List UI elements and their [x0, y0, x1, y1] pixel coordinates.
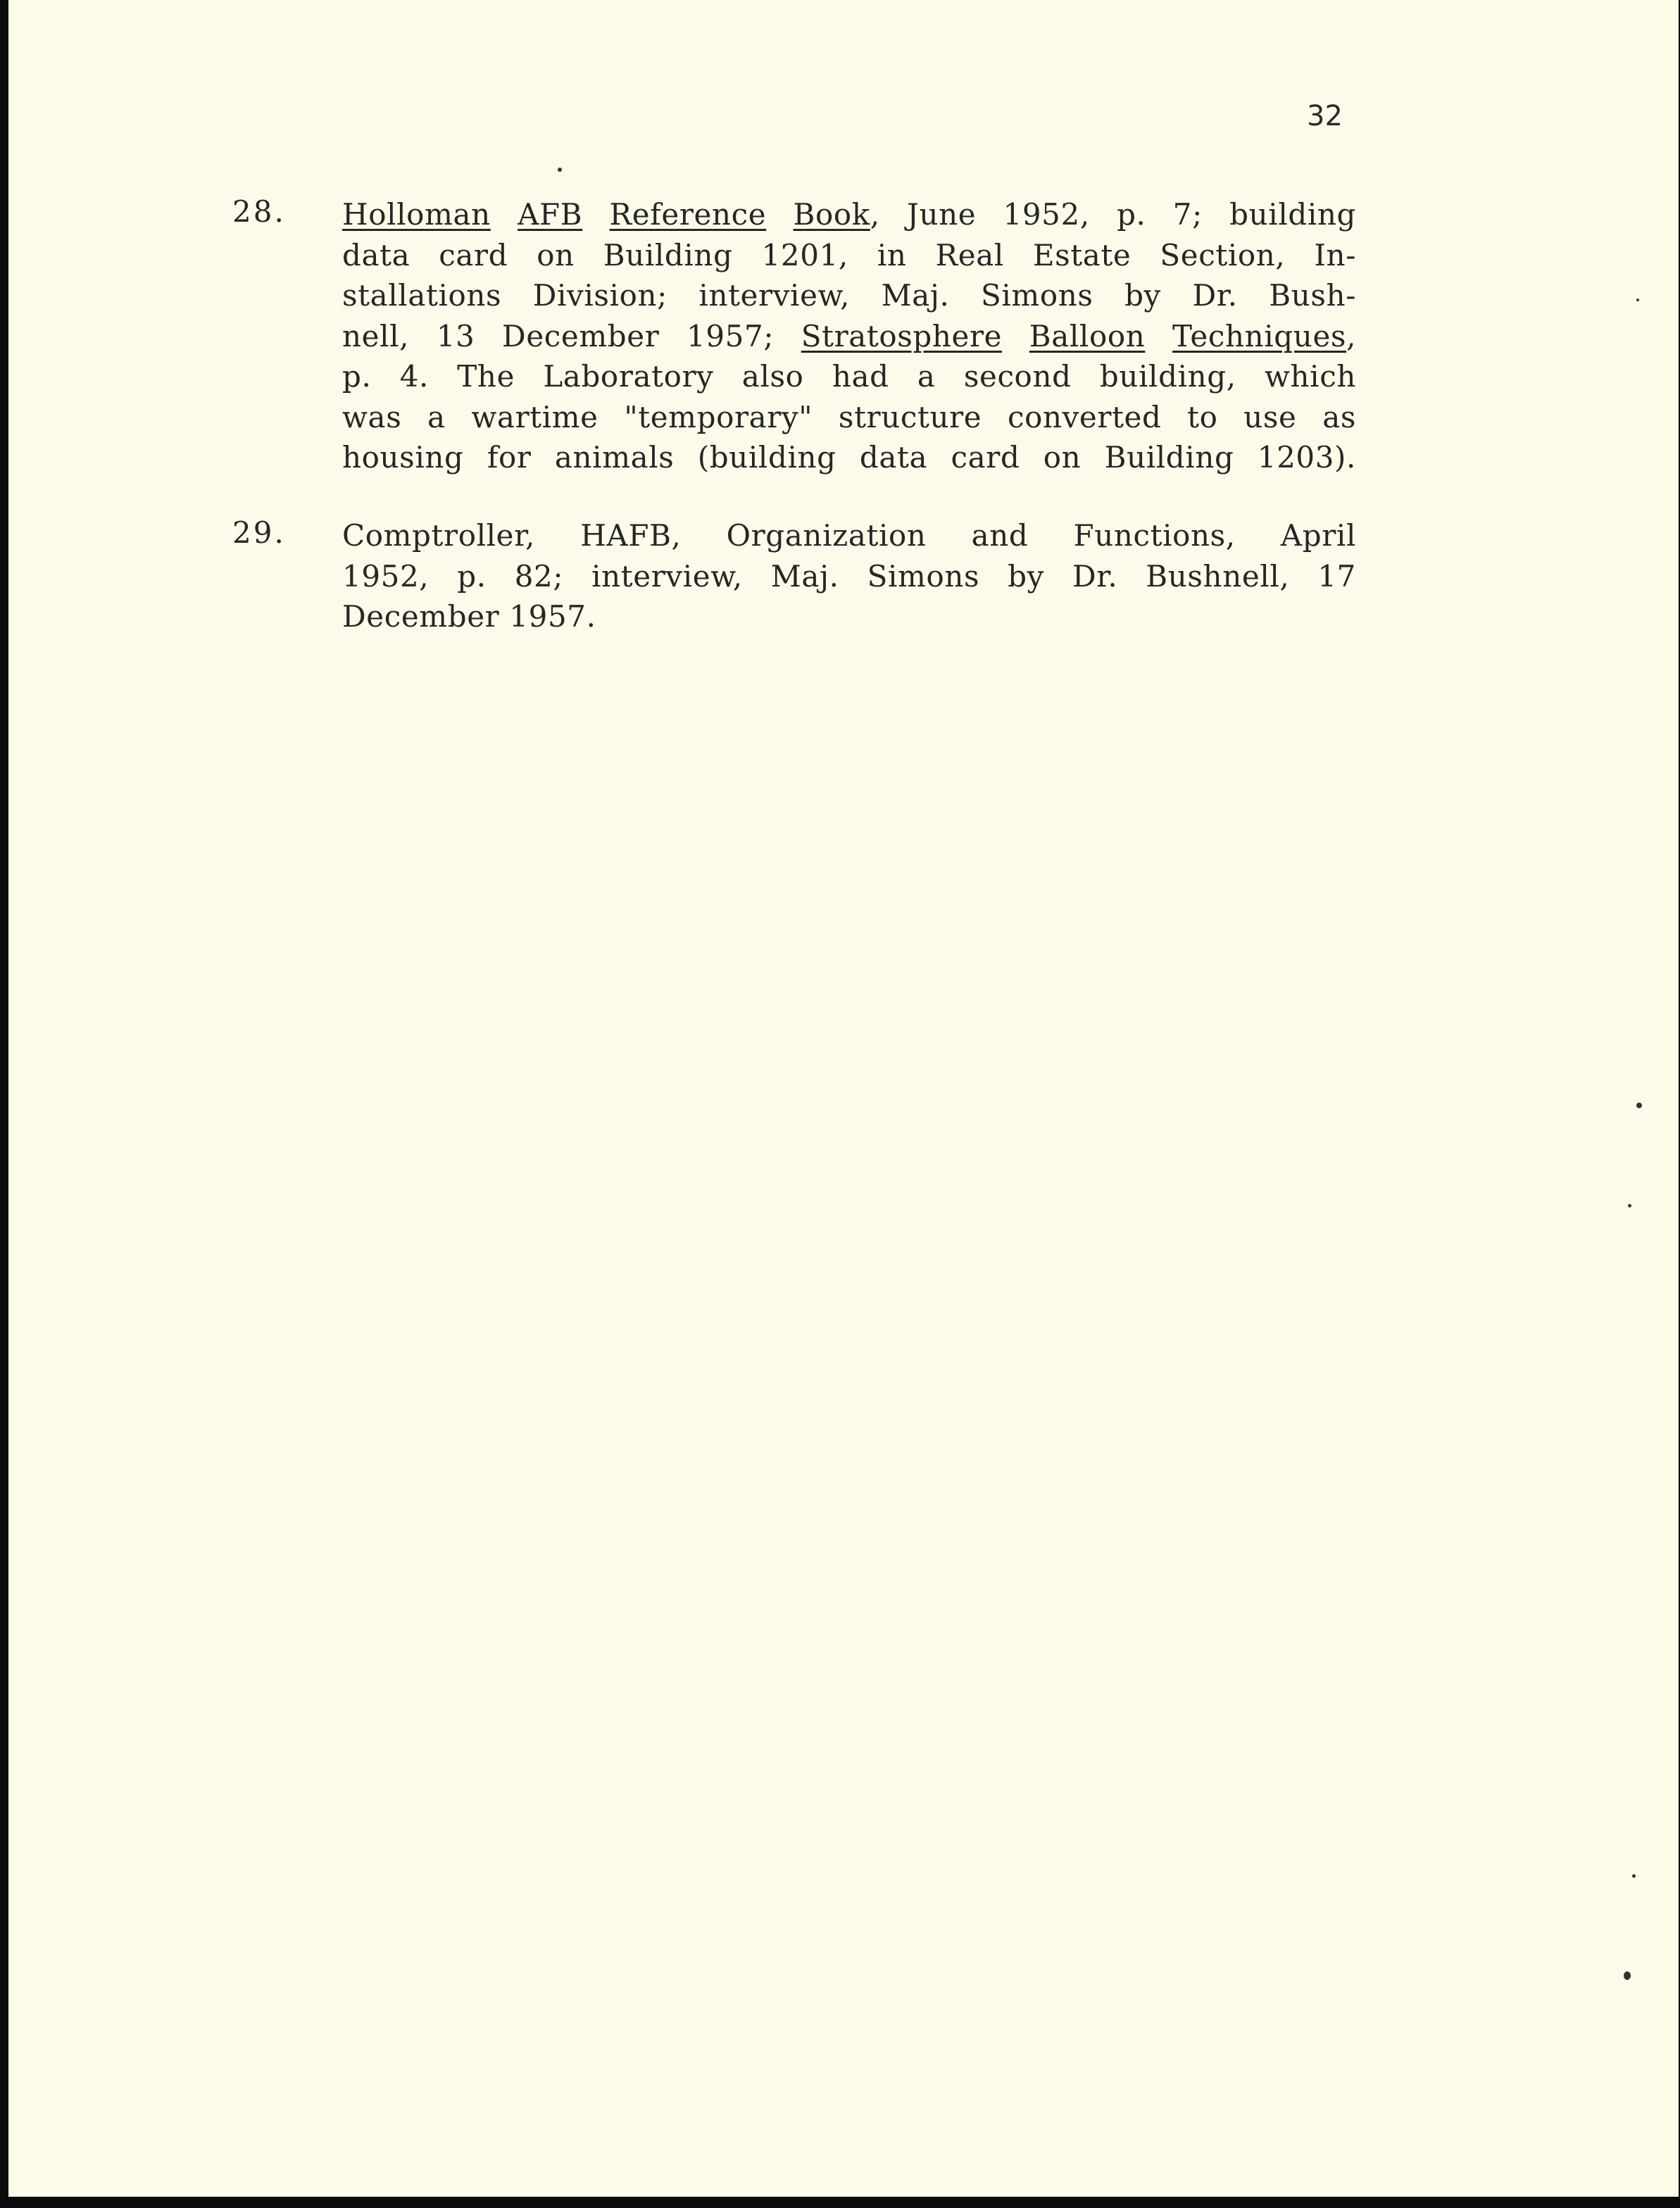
text-run: p. 4. The Laboratory also had a second building, which: [342, 359, 1356, 394]
footnote-line: [342, 596, 1356, 637]
footnote-line: [342, 275, 1356, 316]
text-run: ,: [1346, 318, 1357, 353]
document-page: [8, 0, 1679, 2197]
text-run: Comptroller, HAFB, Organization and Functions, April: [342, 518, 1356, 553]
scan-speck: [1628, 1204, 1631, 1208]
scan-speck: [558, 168, 562, 172]
footnote-line: [342, 356, 1356, 397]
footnote-line: [342, 437, 1356, 478]
footnote-text: [342, 515, 1356, 637]
text-run: was a wartime "temporary" structure converted to use as: [342, 399, 1356, 434]
footnote-line: [342, 556, 1356, 597]
text-run: , June 1952, p. 7; building: [870, 197, 1357, 232]
page-number: 32: [1307, 100, 1343, 132]
footnote-line: [342, 515, 1356, 556]
text-run: [1002, 319, 1029, 353]
footnote-line: [342, 397, 1356, 438]
underlined-title-word: AFB: [518, 197, 583, 232]
text-run: nell, 13 December 1957;: [342, 318, 801, 353]
footnote-text: [342, 194, 1356, 478]
text-run: 1952, p. 82; interview, Maj. Simons by Dr. Bushnell, 17: [342, 558, 1356, 594]
underlined-title-word: Reference: [609, 197, 767, 232]
text-run: data card on Building 1201, in Real Estate Section, In-: [342, 237, 1356, 272]
underlined-title-word: Stratosphere: [801, 318, 1003, 353]
text-run: December 1957.: [342, 599, 596, 634]
footnote-number: 28.: [232, 194, 286, 229]
scan-speck: [1636, 299, 1639, 301]
text-run: [491, 197, 518, 232]
footnote-line: [342, 194, 1356, 235]
footnote-line: [342, 235, 1356, 276]
footnote-number: 29.: [232, 515, 286, 550]
text-run: [1145, 319, 1172, 353]
underlined-title-word: Book: [793, 197, 870, 232]
underlined-title-word: Balloon: [1029, 318, 1146, 353]
text-run: [582, 197, 609, 232]
scan-speck: [1632, 1874, 1636, 1878]
underlined-title-word: Holloman: [342, 197, 491, 232]
text-run: [766, 197, 793, 232]
scan-speck: [1624, 1971, 1631, 1980]
text-run: housing for animals (building data card on Building 1203).: [342, 440, 1356, 475]
underlined-title-word: Techniques: [1172, 318, 1347, 353]
scan-speck: [1636, 1103, 1642, 1108]
footnote-line: [342, 316, 1356, 357]
text-run: stallations Division; interview, Maj. Simons by Dr. Bush-: [342, 278, 1356, 313]
